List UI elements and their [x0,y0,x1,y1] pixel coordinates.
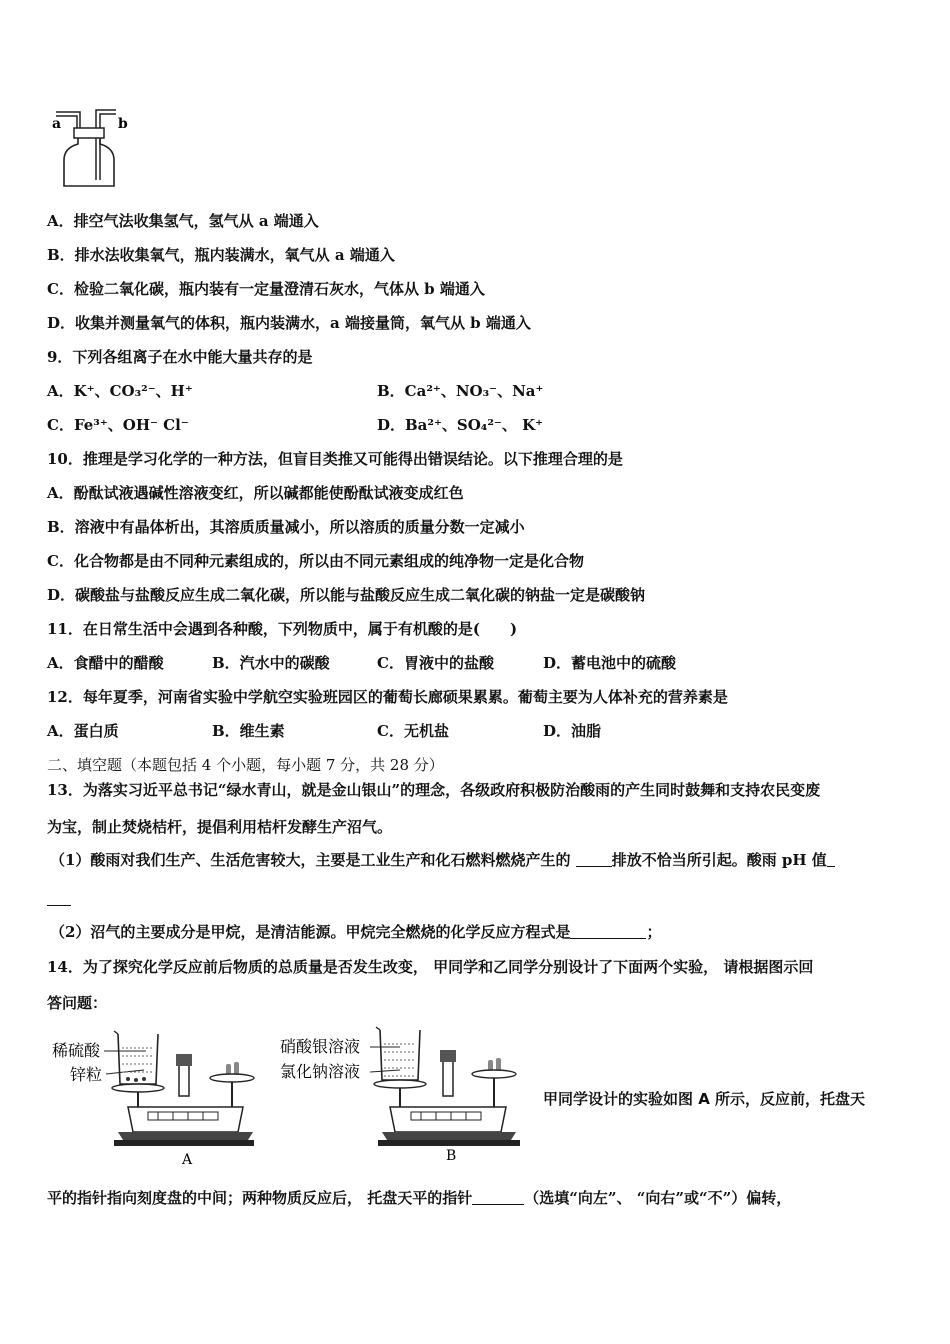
q11-option-c: C．胃液中的盐酸 [377,654,494,672]
q13-part1-text: （1）酸雨对我们生产、生活危害较大，主要是工业生产和化石燃料燃烧产生的 [50,851,571,869]
q13-part2 [50,922,661,942]
q13-stem-line2: 为宝，制止焚烧桔杆，提倡利用桔杆发酵生产沼气。 [47,818,393,836]
q13-blank-2[interactable] [827,852,835,867]
bottle-label-b: b [118,116,128,132]
q14-side-text: 甲同学设计的实验如图 A 所示，反应前，托盘天 [543,1090,866,1108]
q12-option-a: A．蛋白质 [47,722,119,740]
q11-option-d: D．蓄电池中的硫酸 [543,654,677,672]
q8-option-b: B．排水法收集氧气，瓶内装满水，氧气从 a 端通入 [47,246,395,264]
q12-option-d: D．油脂 [543,722,602,740]
q8-option-a: A．排空气法收集氢气，氢气从 a 端通入 [47,212,319,230]
q14-continuation [47,1188,791,1208]
balance-figure-a [48,1022,258,1167]
fig-a-label-1: 稀硫酸 [52,1041,101,1060]
q10-option-b: B．溶液中有晶体析出，其溶质质量减小，所以溶质的质量分数一定减小 [47,518,525,536]
q12-stem: 12．每年夏季，河南省实验中学航空实验班园区的葡萄长廊硕果累累。葡萄主要为人体补充的营养素是 [47,688,728,706]
q10-option-c: C．化合物都是由不同种元素组成的，所以由不同元素组成的纯净物一定是化合物 [47,552,584,570]
q9-stem: 9．下列各组离子在水中能大量共存的是 [47,348,313,366]
q14-stem-line2: 答问题： [47,994,108,1012]
balance-figure-b [278,1022,533,1167]
fig-b-caption: B [446,1148,457,1164]
fig-b-label-2: 氯化钠溶液 [280,1062,361,1081]
q9-option-d: D．Ba²⁺、SO₄²⁻、 K⁺ [377,416,544,434]
bottle-label-a: a [52,116,62,132]
q13-part2-end: ； [646,923,662,941]
q10-option-a: A．酚酞试液遇碱性溶液变红，所以碱都能使酚酞试液变成红色 [47,484,464,502]
q13-part1 [50,850,835,870]
q8-option-d: D．收集并测量氧气的体积，瓶内装满水，a 端接量筒，氧气从 b 端通入 [47,314,531,332]
q11-option-b: B．汽水中的碳酸 [212,654,330,672]
fig-b-label-1: 硝酸银溶液 [280,1037,361,1056]
q9-option-a: A．K⁺、CO₃²⁻、H⁺ [47,382,193,400]
q12-option-c: C．无机盐 [377,722,449,740]
fig-a-caption: A [182,1152,193,1168]
q10-stem: 10．推理是学习化学的一种方法，但盲目类推又可能得出错误结论。以下推理合理的是 [47,450,623,468]
q13-blank-2-continued[interactable] [47,905,71,906]
q12-option-b: B．维生素 [212,722,285,740]
q14-blank-1[interactable] [472,1190,524,1205]
q10-option-d: D．碳酸盐与盐酸反应生成二氧化碳，所以能与盐酸反应生成二氧化碳的钠盐一定是碳酸钠 [47,586,646,604]
section-2-heading: 二、填空题（本题包括 4 个小题，每小题 7 分，共 28 分） [47,756,444,774]
q13-stem-line1: 13．为落实习近平总书记“绿水青山，就是金山银山”的理念，各级政府积极防治酸雨的产生同时鼓舞和支持农民变废 [47,781,821,799]
q9-option-c: C．Fe³⁺、OH⁻ Cl⁻ [47,416,189,434]
q9-option-b: B．Ca²⁺、NO₃⁻、Na⁺ [377,382,544,400]
q14-cont-text: 平的指针指向刻度盘的中间；两种物质反应后， 托盘天平的指针 [47,1189,473,1207]
q13-part2-text: （2）沼气的主要成分是甲烷，是清洁能源。甲烷完全燃烧的化学反应方程式是 [50,923,571,941]
q11-stem: 11．在日常生活中会遇到各种酸，下列物质中，属于有机酸的是( ) [47,620,518,638]
q8-option-c: C．检验二氧化碳，瓶内装有一定量澄清石灰水，气体从 b 端通入 [47,280,485,298]
q13-blank-1[interactable] [576,852,612,867]
gas-bottle-figure [50,100,130,190]
q13-part1-text-b: 排放不恰当所引起。酸雨 pH 值 [611,851,827,869]
q11-option-a: A．食醋中的醋酸 [47,654,164,672]
fig-a-label-2: 锌粒 [70,1065,103,1084]
q13-blank-3[interactable] [570,924,646,939]
q14-cont-text-2: （选填“向左”、 “向右”或“不”）偏转， [524,1189,792,1207]
q14-stem-line1: 14．为了探究化学反应前后物质的总质量是否发生改变， 甲同学和乙同学分别设计了下面两个实验， 请根据图示回 [47,958,814,976]
